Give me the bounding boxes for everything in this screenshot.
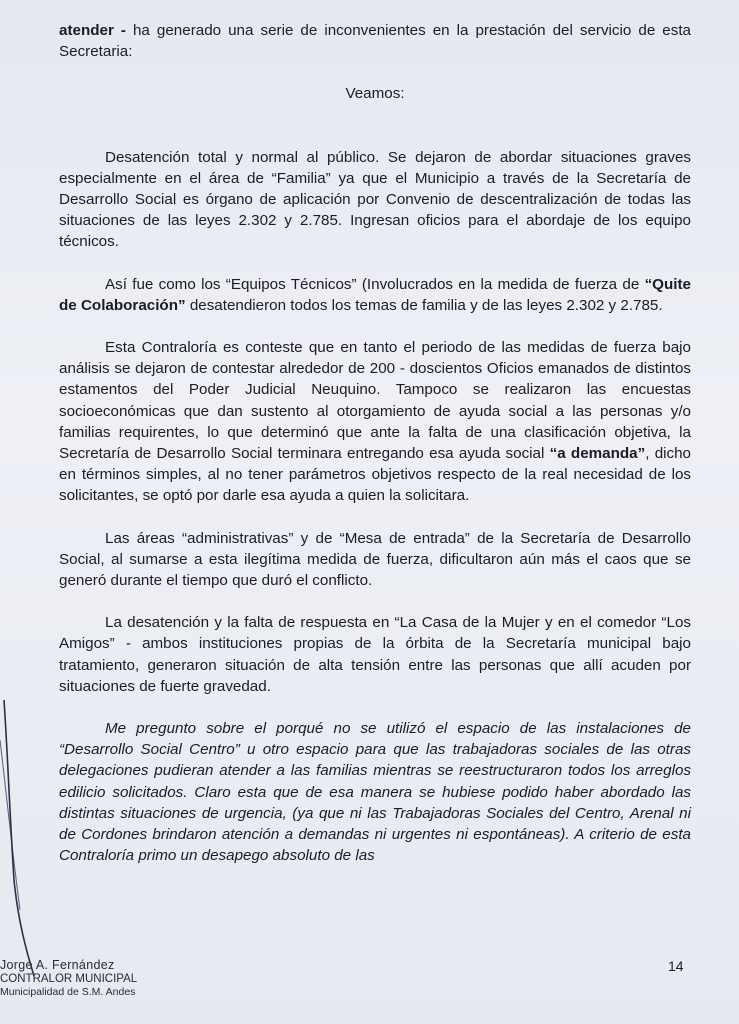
signature-org: Municipalidad de S.M. Andes [0, 986, 136, 998]
paragraph-areas-administrativas: Las áreas “administrativas” y de “Mesa de entrada” de la Secretaría de Desarrollo Social, al sumarse a esta ilegítima medida de fuerza, dificultaron aún más el caos que se generó durante el tiempo que duró el conflicto. [59, 529, 691, 590]
heading-veamos: Veamos: [345, 85, 405, 103]
p3-bold: “a demanda” [549, 445, 646, 463]
document-body [59, 20, 691, 888]
paragraph-casa-de-la-mujer: La desatención y la falta de respuesta en “La Casa de la Mujer y en el comedor “Los Amigos” - ambos instituciones propias de la órbita de la Secretaría municipal bajo tratamiento, generaron situación de alta tensión entre las personas que allí acuden por situaciones de fuerte gravedad. [59, 614, 691, 695]
p3-text-a: Esta Contraloría es conteste que en tanto el periodo de las medidas de fuerza bajo análisis se dejaron de contestar alrededor de 200 - doscientos Oficios emanados de distintos estamentos del Poder Judicial Neuquino. Tampoco se realizaron las encuestas socioeconómicas que dan sustento al otorgamiento de ayuda social a las personas y/o familias requirentes, lo que determinó que ante la falta de una clasificación objetiva, la Secretaría de Desarrollo Social terminara entregando esa ayuda social [59, 339, 691, 463]
intro-rest: ha generado una serie de inconvenientes en la prestación del servicio de esta Secretaria: [59, 22, 691, 61]
p3-text-b: , dicho en términos simples, al no tener parámetros objetivos respecto de la real necesidad de los solicitantes, se optó por darle esa ayuda a quien la solicitara. [59, 445, 691, 505]
page-number: 14 [668, 958, 684, 974]
paragraph-contraloria [59, 337, 691, 507]
signature-stroke-mark [0, 700, 40, 980]
paragraph-equipos-tecnicos [59, 274, 691, 316]
intro-bold-lead: atender - [59, 22, 126, 39]
signature-block [0, 958, 170, 998]
signature-role: CONTRALOR MUNICIPAL [0, 973, 138, 985]
paragraph-desatencion: Desatención total y normal al público. Se dejaron de abordar situaciones graves especialmente en el área de “Familia” ya que el Municipio a través de la Secretaría de Desarrollo Social es órgano de aplicación por Convenio de descentralización de todas las situaciones de las leyes 2.302 y 2.785. Ingresan oficios para el abordaje de los equipo técnicos. [59, 148, 691, 251]
paragraph-me-pregunto: Me pregunto sobre el porqué no se utilizó el espacio de las instalaciones de “Desarrollo Social Centro” u otro espacio para que las trabajadoras sociales de las otras delegaciones pudieran atender a las familias mientras se reestructuraron todos los arreglos edilicio solicitados. Claro esta que de esa manera se hubiese podido haber abordado las distintas situaciones de urgencia, (ya que ni las Trabajadoras Sociales del Centro, Arenal ni de Cordones brindaron atención a demandas ni urgentes ni espontáneas). A criterio de esta Contraloría primo un desapego absoluto de las [59, 720, 691, 865]
p2-text-a: Así fue como los “Equipos Técnicos” (Involucrados en la medida de fuerza de [105, 275, 645, 293]
signature-name: Jorge A. Fernández [0, 958, 115, 972]
p2-bold: “Quite de Colaboración” [59, 275, 691, 314]
paragraph-intro [59, 20, 691, 62]
p2-text-b: desatendieron todos los temas de familia y de las leyes 2.302 y 2.785. [185, 296, 663, 314]
